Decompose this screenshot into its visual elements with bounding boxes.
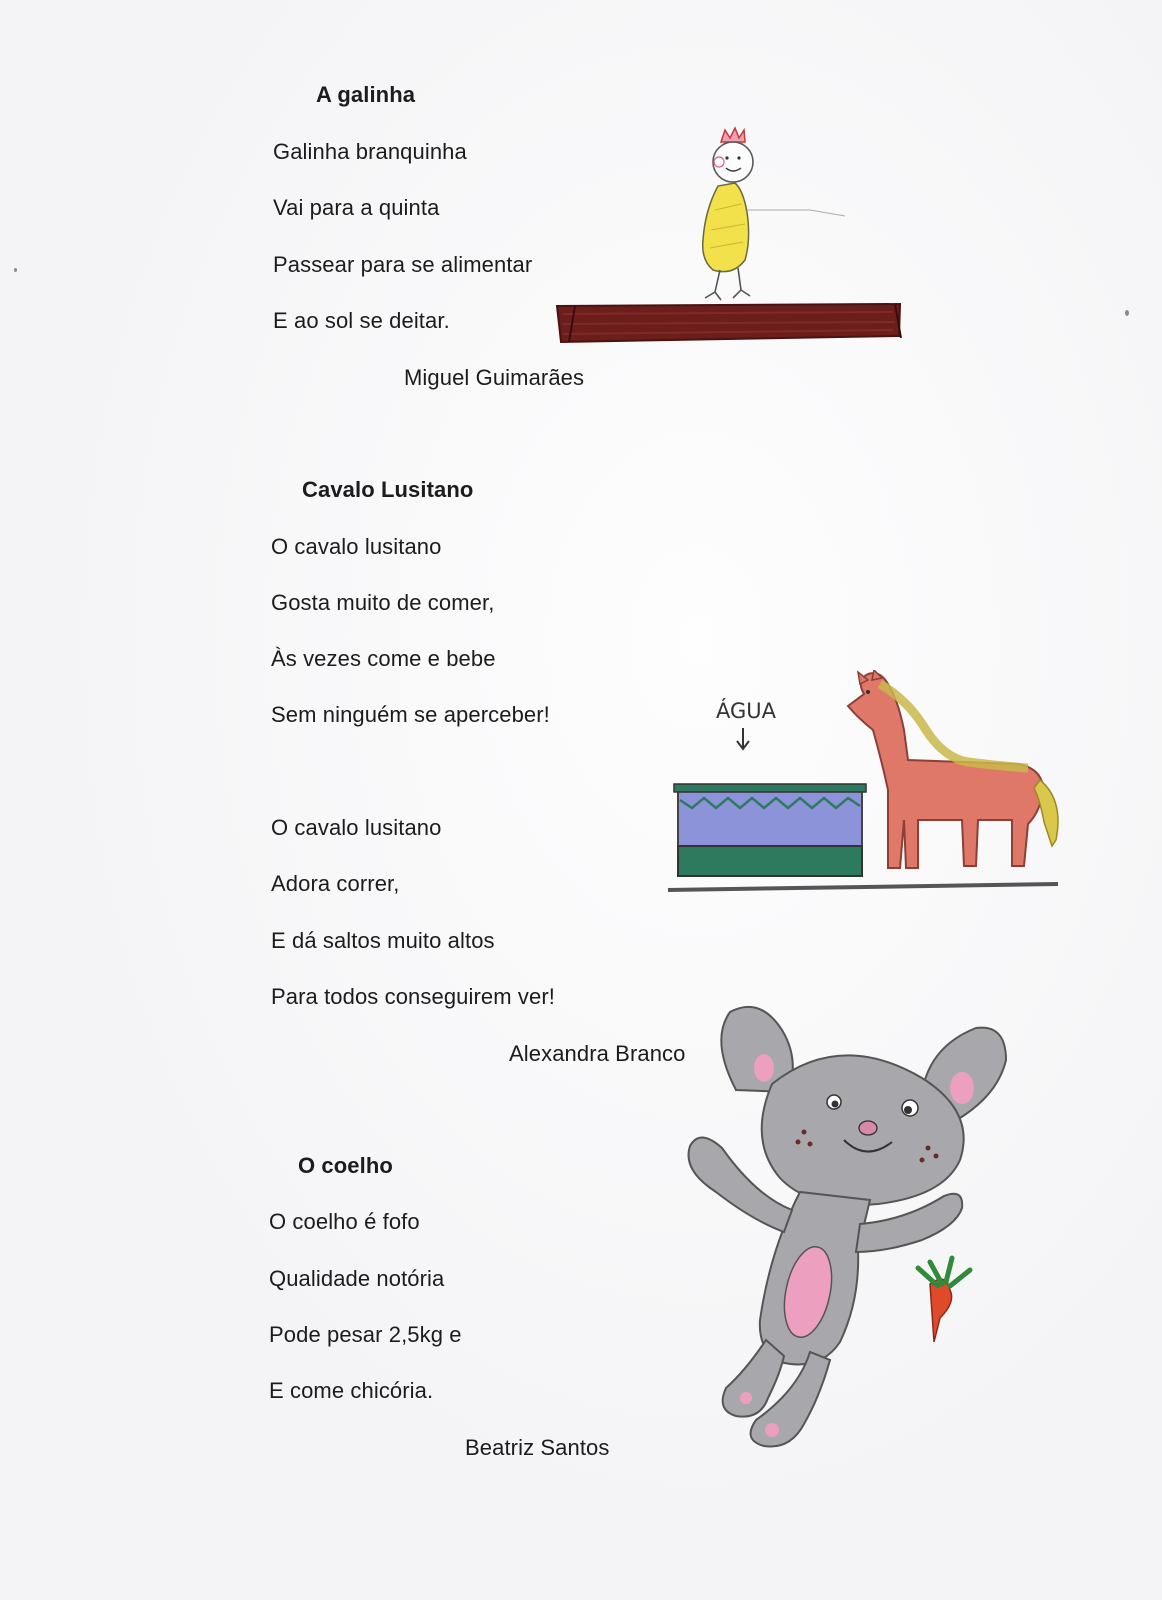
poem-author: Beatriz Santos bbox=[465, 1435, 610, 1460]
poem-line: Pode pesar 2,5kg e bbox=[269, 1322, 462, 1347]
hen-drawing bbox=[555, 120, 925, 360]
scan-speck bbox=[14, 268, 17, 272]
poem-line: Galinha branquinha bbox=[273, 139, 467, 164]
poem-title: O coelho bbox=[298, 1153, 393, 1178]
poem-line: Gosta muito de comer, bbox=[271, 590, 495, 615]
scan-speck bbox=[1125, 310, 1129, 316]
poem-line: E come chicória. bbox=[269, 1378, 434, 1403]
poem-line: Às vezes come e bebe bbox=[271, 646, 496, 671]
rabbit-drawing bbox=[660, 1000, 1020, 1460]
poem-line: Vai para a quinta bbox=[273, 195, 440, 220]
poem-title: A galinha bbox=[316, 82, 416, 107]
poem-line: E dá saltos muito altos bbox=[271, 928, 495, 953]
water-label: ÁGUA bbox=[716, 699, 777, 723]
horse-drawing bbox=[668, 670, 1098, 920]
poem-line: Passear para se alimentar bbox=[273, 252, 533, 277]
poem-line: Sem ninguém se aperceber! bbox=[271, 702, 550, 727]
poem-line: O cavalo lusitano bbox=[271, 534, 442, 559]
poem-author: Miguel Guimarães bbox=[404, 365, 585, 390]
poem-title: Cavalo Lusitano bbox=[302, 477, 474, 502]
poem-line: Qualidade notória bbox=[269, 1266, 445, 1291]
poem-line: O cavalo lusitano bbox=[271, 815, 442, 840]
poem-line: Adora correr, bbox=[271, 871, 400, 896]
poem-author: Alexandra Branco bbox=[509, 1041, 686, 1066]
poem-line: E ao sol se deitar. bbox=[273, 308, 450, 333]
poem-line: O coelho é fofo bbox=[269, 1209, 420, 1234]
poem-line: Para todos conseguirem ver! bbox=[271, 984, 555, 1009]
